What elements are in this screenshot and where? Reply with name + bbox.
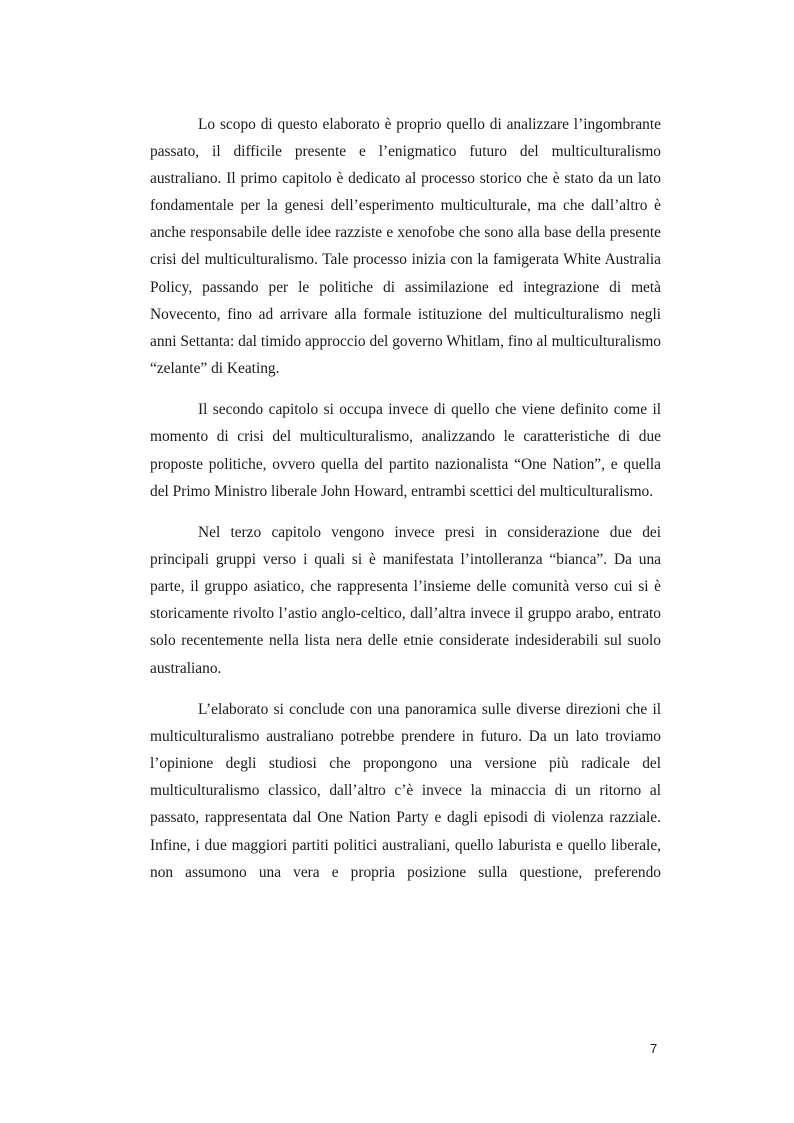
- paragraph: Il secondo capitolo si occupa invece di quello che viene definito come il momento di crisi del multiculturalismo, analizzando le caratteristiche di due proposte politiche, ovvero quella del partito nazionalista “One Nation”, e quella del Primo Ministro liberale John Howard, entrambi scettici del multiculturalismo.: [150, 401, 661, 500]
- paragraph: Lo scopo di questo elaborato è proprio quello di analizzare l’ingombrante passato, il difficile presente e l’enigmatico futuro del multiculturalismo australiano. Il primo capitolo è dedicato al processo storico che è stato da un lato fondamentale per la genesi dell’esperimento multiculturale, ma che dall’altro è anche responsabile delle idee razziste e xenofobe che sono alla base della presente crisi del multiculturalismo. Tale processo inizia con la famigerata White Australia Policy, passando per le politiche di assimilazione ed integrazione di metà Novecento, fino ad arrivare alla formale istituzione del multiculturalismo negli anni Settanta: dal timido approccio del governo Whitlam, fino al multiculturalismo “zelante” di Keating.: [150, 116, 661, 377]
- paragraph: L’elaborato si conclude con una panoramica sulle diverse direzioni che il multiculturalismo australiano potrebbe prendere in futuro. Da un lato troviamo l’opinione degli studiosi che propongono una versione più radicale del multiculturalismo classico, dall’altro c’è invece la minaccia di un ritorno al passato, rappresentata dal One Nation Party e dagli episodi di violenza razziale. Infine, i due maggiori partiti politici australiani, quello laburista e quello liberale, non assumono una vera e propria posizione sulla questione, preferendo: [150, 701, 661, 881]
- body-text: [150, 111, 661, 900]
- page-number: 7: [650, 1041, 658, 1056]
- paragraph: Nel terzo capitolo vengono invece presi in considerazione due dei principali gruppi verso i quali si è manifestata l’intolleranza “bianca”. Da una parte, il gruppo asiatico, che rappresenta l’insieme delle comunità verso cui si è storicamente rivolto l’astio anglo-celtico, dall’altra invece il gruppo arabo, entrato solo recentemente nella lista nera delle etnie considerate indesiderabili sul suolo australiano.: [150, 524, 661, 677]
